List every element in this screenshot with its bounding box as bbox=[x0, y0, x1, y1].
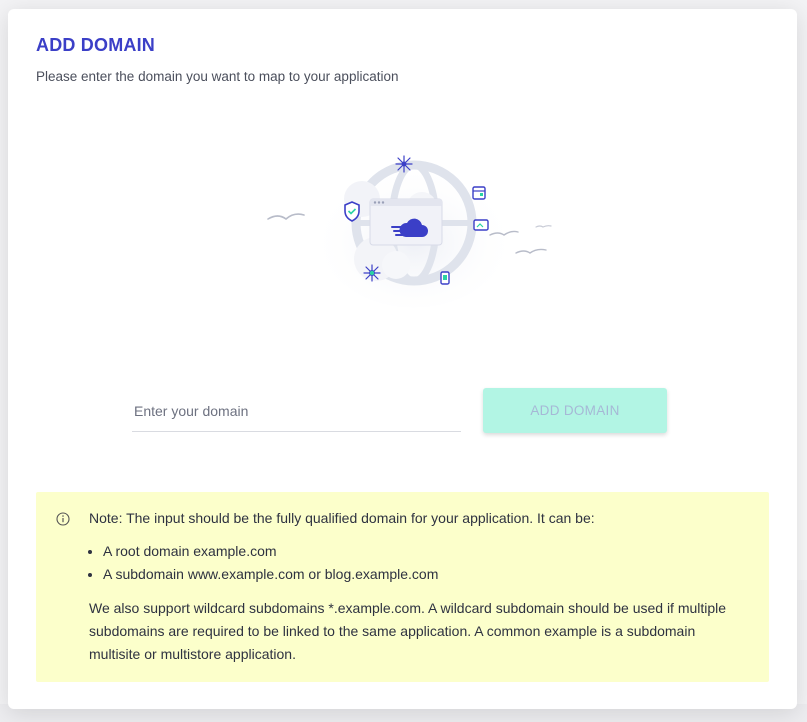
note-box bbox=[36, 492, 769, 682]
domain-input[interactable] bbox=[132, 391, 461, 432]
note-item-root-domain: • A root domain example.com bbox=[103, 540, 749, 563]
globe-cloud-illustration bbox=[254, 141, 554, 311]
note-list bbox=[56, 540, 749, 586]
note-heading: Note: The input should be the fully qualified domain for your application. It can be: bbox=[89, 510, 595, 526]
add-domain-button[interactable]: ADD DOMAIN bbox=[483, 388, 667, 433]
add-domain-modal bbox=[8, 9, 797, 709]
modal-title: ADD DOMAIN bbox=[36, 35, 155, 55]
note-paragraph: We also support wildcard subdomains *.example.com. A wildcard subdomain should be used if multiple subdomains are required to be linked to the same application. A common example is a subdomain multisite or multistore application. bbox=[89, 600, 727, 662]
info-circle-icon bbox=[56, 512, 70, 526]
note-item-subdomain: • A subdomain www.example.com or blog.example.com bbox=[103, 563, 749, 586]
modal-subtitle: Please enter the domain you want to map to your application bbox=[36, 69, 399, 84]
